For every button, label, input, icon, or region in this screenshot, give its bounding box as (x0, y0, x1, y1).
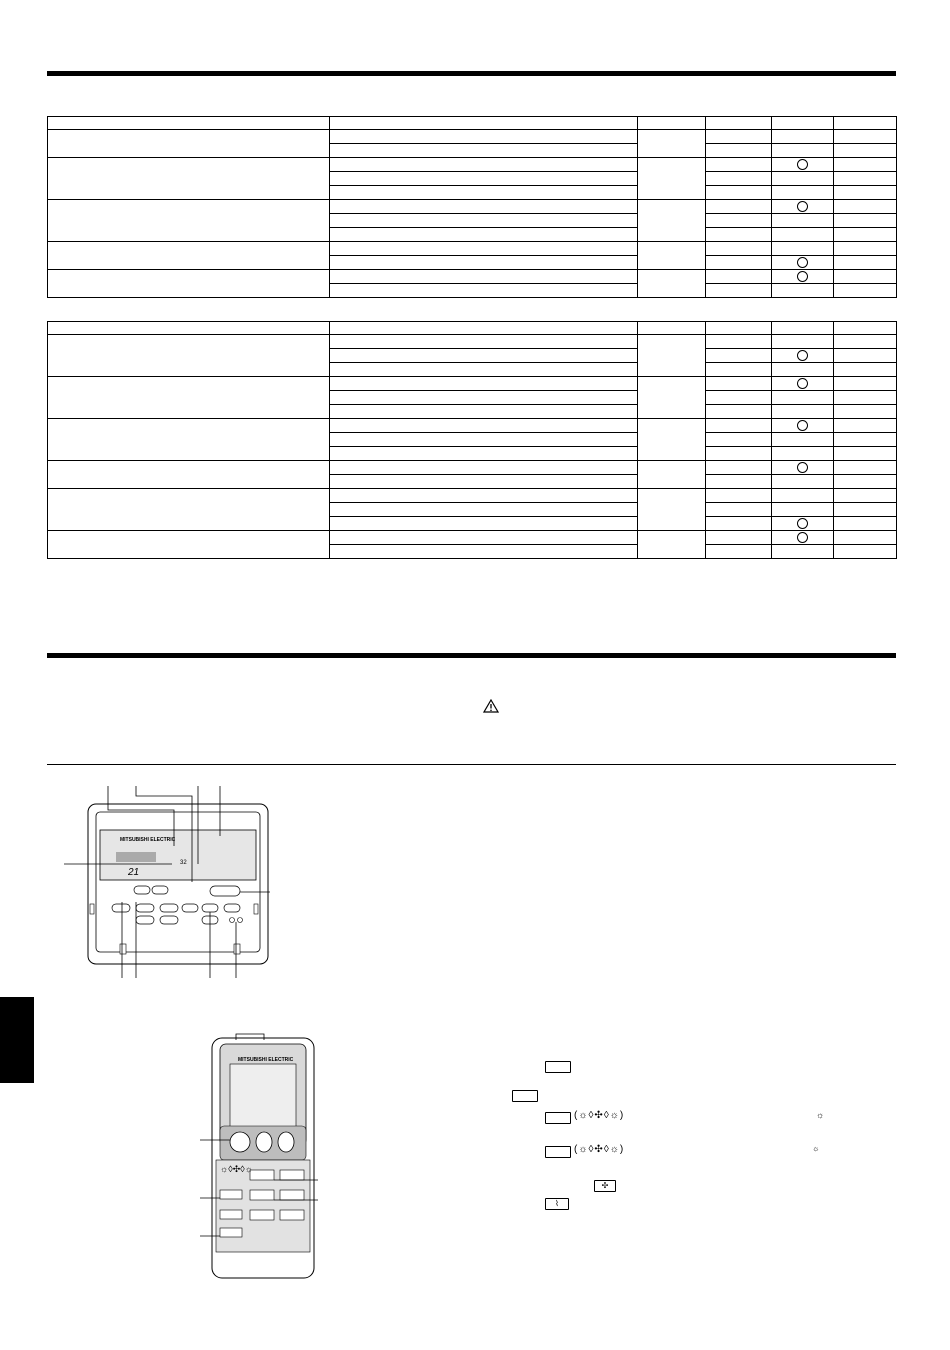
section-rule-middle (47, 653, 896, 658)
selected-mark (797, 518, 808, 529)
language-tab (0, 997, 34, 1083)
selected-mark (797, 271, 808, 282)
selected-mark (797, 462, 808, 473)
section-rule-top (47, 71, 896, 76)
wireless-remote-illustration (200, 1028, 330, 1280)
display-small-digits: 32 (180, 860, 187, 866)
spec-table-2 (47, 321, 897, 559)
selected-mark (797, 257, 808, 268)
wireless-brand-label: MITSUBISHI ELECTRIC (238, 1057, 294, 1063)
selected-mark (797, 378, 808, 389)
warning-icon (483, 699, 499, 713)
selected-mark (797, 201, 808, 212)
section-divider (47, 764, 896, 765)
mode-sequence-1: (☼◊✣◊☼) (574, 1110, 625, 1121)
fan-button-icon: ✣ (594, 1180, 616, 1192)
instruction-button-1 (545, 1061, 571, 1073)
selected-mark (797, 532, 808, 543)
wired-remote-illustration (60, 784, 280, 984)
selected-mark (797, 350, 808, 361)
selected-mark (797, 159, 808, 170)
instruction-button-2 (512, 1090, 538, 1102)
spec-table-1 (47, 116, 897, 298)
brand-label: MITSUBISHI ELECTRIC (120, 837, 176, 843)
display-temperature: 21 (128, 867, 140, 878)
sun-icon: ☼ (816, 1110, 825, 1120)
sun-small-icon: ☼ (812, 1144, 820, 1153)
wireless-mode-glyphs: ☼◊✣◊☼ (220, 1164, 253, 1174)
instruction-button-4 (545, 1146, 571, 1158)
vane-button-icon: ⌇ (545, 1198, 569, 1210)
selected-mark (797, 420, 808, 431)
mode-sequence-2: (☼◊✣◊☼) (574, 1144, 625, 1155)
instruction-button-3 (545, 1112, 571, 1124)
